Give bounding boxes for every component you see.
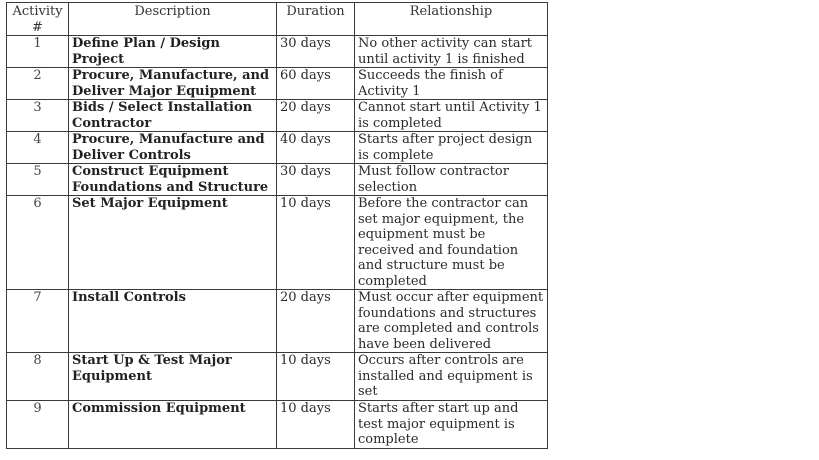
activity-duration: 40 days [277,132,355,164]
activity-duration: 10 days [277,353,355,401]
activity-duration: 30 days [277,164,355,196]
activity-relationship: No other activity can start until activity 1 is finished [355,36,548,68]
activity-description: Start Up & Test Major Equipment [69,353,277,401]
activity-relationship: Starts after start up and test major equipment is complete [355,401,548,449]
header-relationship: Relationship [355,3,548,36]
table-row [7,401,548,449]
table-row [7,353,548,401]
activity-description: Set Major Equipment [69,196,277,290]
activity-relationship: Must occur after equipment foundations and structures are completed and controls have been delivered [355,290,548,353]
activity-duration: 30 days [277,36,355,68]
table-row [7,132,548,164]
header-duration: Duration [277,3,355,36]
activity-duration: 20 days [277,290,355,353]
header-activity: Activity # [7,3,69,36]
activity-number: 3 [7,100,69,132]
activity-description: Construct Equipment Foundations and Structure [69,164,277,196]
activity-relationship: Succeeds the finish of Activity 1 [355,68,548,100]
activity-number: 2 [7,68,69,100]
activity-table [6,2,548,449]
activity-description: Bids / Select Installation Contractor [69,100,277,132]
table-row [7,164,548,196]
activity-relationship: Before the contractor can set major equipment, the equipment must be received and foundation and structure must be completed [355,196,548,290]
activity-number: 9 [7,401,69,449]
activity-number: 5 [7,164,69,196]
table-row [7,36,548,68]
activity-number: 8 [7,353,69,401]
activity-number: 4 [7,132,69,164]
table-row [7,100,548,132]
table-row [7,196,548,290]
activity-relationship: Must follow contractor selection [355,164,548,196]
table-row [7,68,548,100]
activity-description: Procure, Manufacture, and Deliver Major Equipment [69,68,277,100]
table-header-row [7,3,548,36]
activity-description: Commission Equipment [69,401,277,449]
activity-number: 1 [7,36,69,68]
activity-duration: 60 days [277,68,355,100]
activity-description: Install Controls [69,290,277,353]
activity-relationship: Occurs after controls are installed and equipment is set [355,353,548,401]
activity-duration: 10 days [277,401,355,449]
activity-duration: 10 days [277,196,355,290]
activity-number: 6 [7,196,69,290]
activity-description: Define Plan / Design Project [69,36,277,68]
activity-description: Procure, Manufacture and Deliver Controls [69,132,277,164]
activity-relationship: Starts after project design is complete [355,132,548,164]
activity-number: 7 [7,290,69,353]
table-row [7,290,548,353]
activity-duration: 20 days [277,100,355,132]
header-description: Description [69,3,277,36]
activity-relationship: Cannot start until Activity 1 is completed [355,100,548,132]
